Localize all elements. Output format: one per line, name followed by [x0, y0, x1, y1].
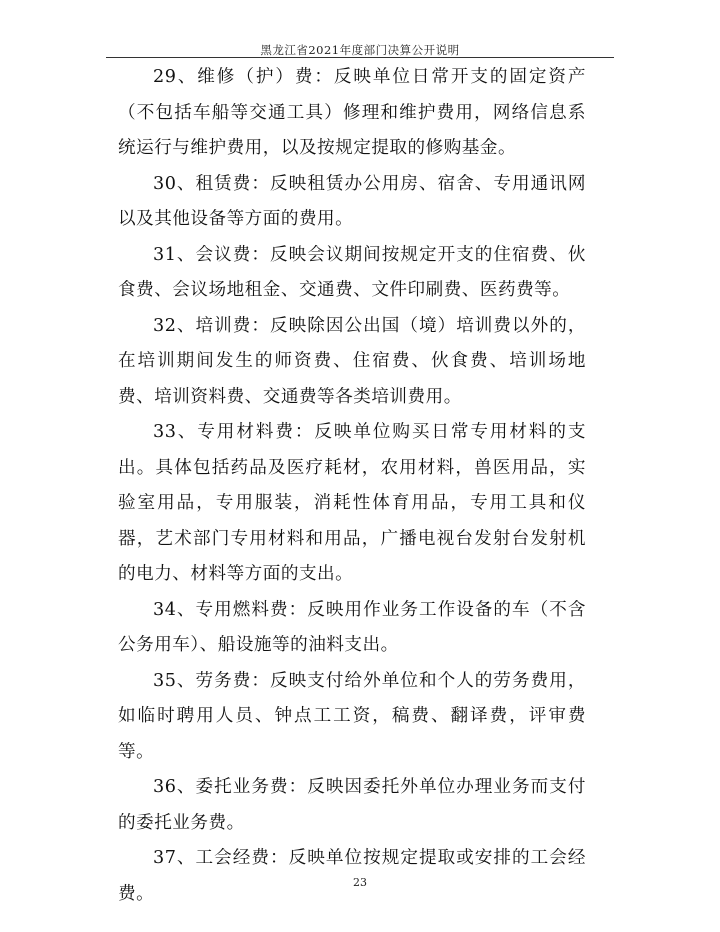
paragraph-35: 35、劳务费：反映支付给外单位和个人的劳务费用，如临时聘用人员、钟点工工资，稿费、翻译费，评审费等。: [118, 670, 586, 762]
paragraph-32: 32、培训费：反映除因公出国（境）培训费以外的，在培训期间发生的师资费、住宿费、伙食费、培训场地费、培训资料费、交通费等各类培训费用。: [118, 315, 586, 407]
document-body: [118, 60, 586, 912]
page-header-title: 黑龙江省2021年度部门决算公开说明: [260, 43, 460, 57]
paragraph-29: 29、维修（护）费：反映单位日常开支的固定资产（不包括车船等交通工具）修理和维护费用，网络信息系统运行与维护费用，以及按规定提取的修购基金。: [118, 67, 586, 158]
paragraph-37: 37、工会经费：反映单位按规定提取或安排的工会经费。: [118, 848, 586, 904]
paragraph-34: 34、专用燃料费：反映用作业务工作设备的车（不含公务用车）、船设施等的油料支出。: [118, 599, 586, 655]
paragraph-30: 30、租赁费：反映租赁办公用房、宿舍、专用通讯网以及其他设备等方面的费用。: [118, 173, 586, 229]
paragraph-31: 31、会议费：反映会议期间按规定开支的住宿费、伙食费、会议场地租金、交通费、文件印刷费、医药费等。: [118, 244, 586, 300]
paragraph-33: 33、专用材料费：反映单位购买日常专用材料的支出。具体包括药品及医疗耗材，农用材料，兽医用品，实验室用品，专用服装，消耗性体育用品，专用工具和仪器，艺术部门专用材料和用品，广播电视台发射台发射机的电力、材料等方面的支出。: [118, 422, 586, 584]
page-number: 23: [353, 876, 367, 889]
header-divider: [106, 57, 614, 58]
paragraph-36: 36、委托业务费：反映因委托外单位办理业务而支付的委托业务费。: [118, 777, 586, 833]
